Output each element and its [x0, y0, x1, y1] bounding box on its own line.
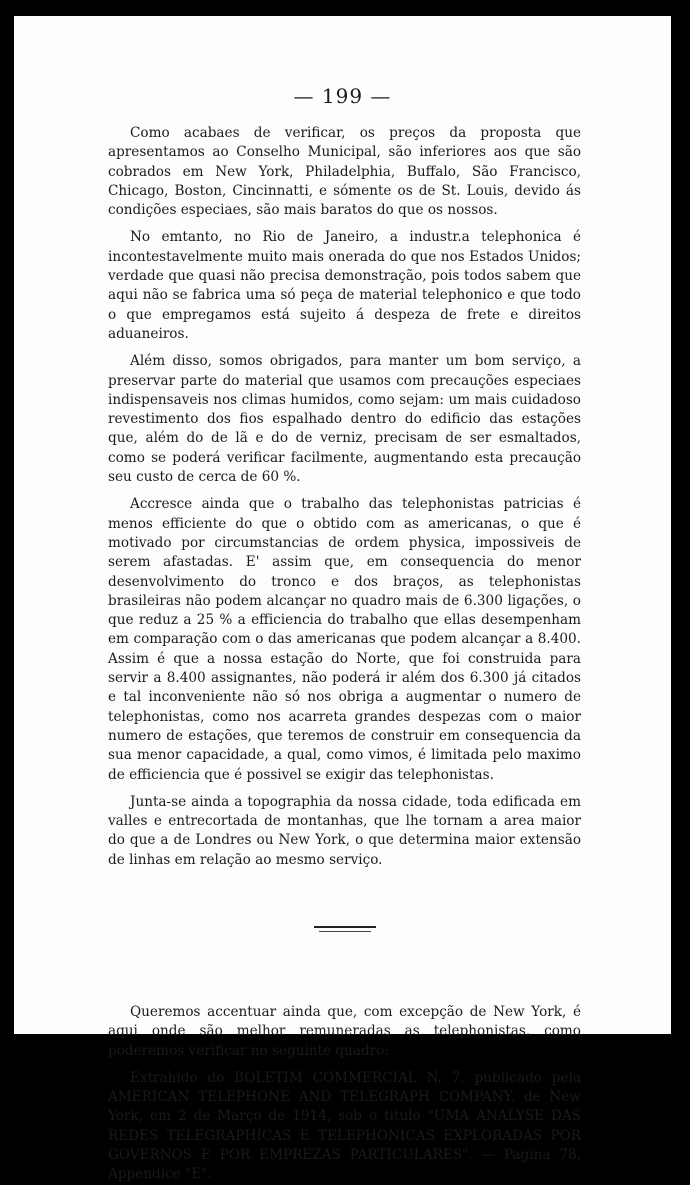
paragraph: Como acabaes de verificar, os preços da proposta que apresentamos ao Conselho Municipal, são inferiores aos que são cobrados em New York, Philadelphia, Buffalo, São Francisco, Chicago, Boston, Cincinnatti, e sómente os de St. Louis, devido ás condições especiaes, são mais baratos do que os nossos. — [108, 125, 581, 219]
document-body — [108, 124, 581, 1185]
paragraph: Além disso, somos obrigados, para manter um bom serviço, a preservar parte do material que usamos com precauções especiaes indispensaveis nos climas humidos, como sejam: um mais cuidadoso revestimento dos fios espalhado dentro do edificio das estações que, além do de lã e do de verniz, precisam de ser esmaltados, como se poderá verificar facilmente, augmentando esta precaução seu custo de cerca de 60 %. — [108, 353, 581, 486]
paragraph: Queremos accentuar ainda que, com excepção de New York, é aqui onde são melhor remuneradas as telephonistas, como poderemos verificar no seguinte quadro: — [108, 1003, 581, 1059]
document-page — [14, 16, 671, 1183]
paragraph: Junta-se ainda a topographia da nossa cidade, toda edificada em valles e entrecortada de montanhas, que lhe tornam a area maior do que a de Londres ou New York, o que determina maior extensão de linhas em relação ao mesmo serviço. — [108, 793, 581, 868]
citation-paragraph: Extrahido do BOLETIM COMMERCIAL N. 7, publicado pela AMERICAN TELEPHONE AND TELEGRAPH COMPANY, de New York, em 2 de Março de 1914, sob o titulo "UMA ANALYSE DAS REDES TELEGRAPHICAS E TELEPHONICAS EXPLORADAS POR GOVERNOS E POR EMPREZAS PARTICULARES". — Pagina 78, Appendice "E". — [108, 1069, 581, 1183]
section-divider — [314, 926, 376, 928]
page-number: — 199 — — [293, 84, 392, 108]
section-divider-underline — [319, 931, 371, 932]
paragraph: Accresce ainda que o trabalho das telephonistas patricias é menos efficiente do que o obtido com as americanas, o que é motivado por circumstancias de ordem physica, impossiveis de serem afastadas. E' assim que, em consequencia do menor desenvolvimento do tronco e dos braços, as telephonistas brasileiras não podem alcançar no quadro mais de 6.300 ligações, o que reduz a 25 % a efficiencia do trabalho que ellas desempenham em comparação com o das americanas que podem alcançar a 8.400. Assim é que a nossa estação do Norte, que foi construida para servir a 8.400 assignantes, não poderá ir além dos 6.300 já citados e tal inconveniente não só nos obriga a augmentar o numero de telephonistas, como nos acarreta grandes despezas com o maior numero de estações, que teremos de construir em consequencia da sua menor capacidade, a qual, como vimos, é limitada pelo maximo de efficiencia que é possivel se exigir das telephonistas. — [108, 496, 581, 783]
paragraph: No emtanto, no Rio de Janeiro, a industr.a telephonica é incontestavelmente muito mais onerada do que nos Estados Unidos; verdade que quasi não precisa demonstração, pois todos sabem que aqui não se fabrica uma só peça de material telephonico e que todo o que empregamos está sujeito á despeza de frete e direitos aduaneiros. — [108, 229, 581, 342]
